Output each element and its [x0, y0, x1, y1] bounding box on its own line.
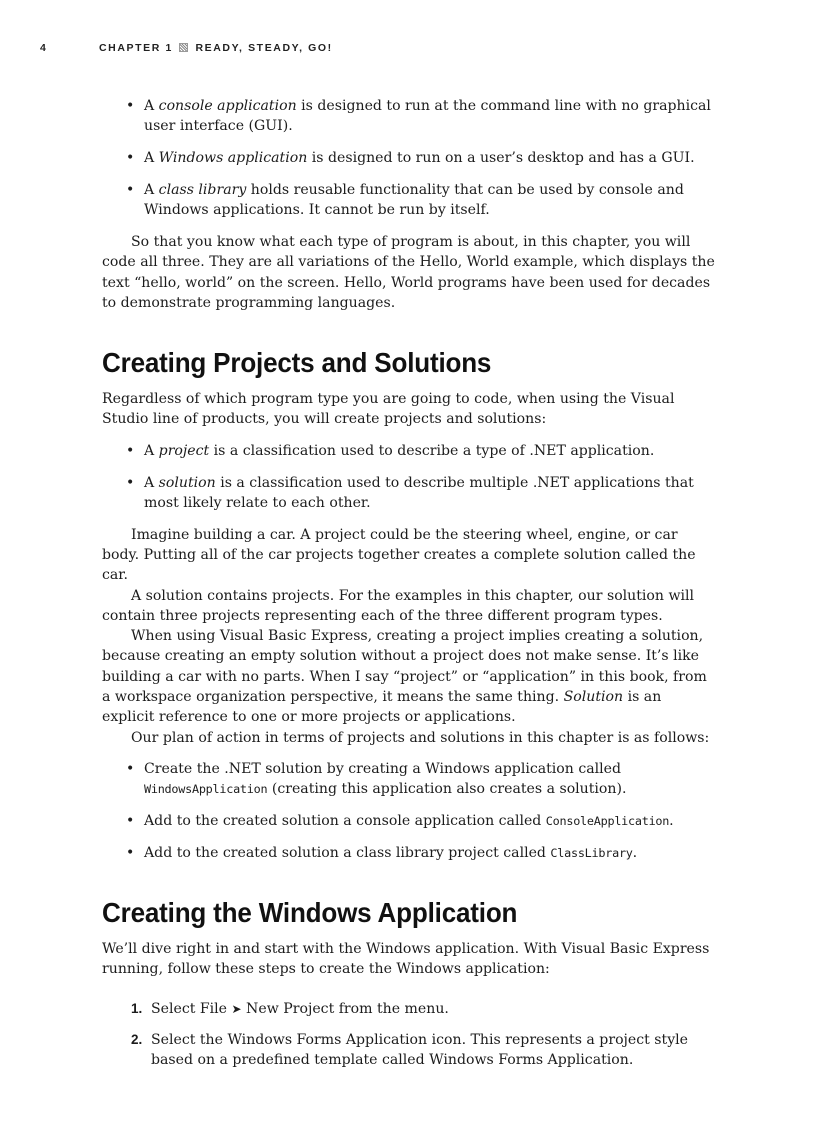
section-heading-windows-app: Creating the Windows Application: [102, 897, 518, 929]
list-item: • A project is a classification used to describe a type of .NET application.: [102, 441, 716, 461]
list-item: • A console application is designed to run at the command line with no graphical user interface (GUI).: [102, 96, 716, 137]
chapter-number: CHAPTER 1: [99, 42, 173, 54]
chapter-title: READY, STEADY, GO!: [195, 42, 333, 54]
term: console application: [158, 98, 297, 114]
list-item: • A Windows application is designed to run on a user’s desktop and has a GUI.: [102, 148, 716, 168]
paragraph: A solution contains projects. For the examples in this chapter, our solution will contain three projects representing each of the three different program types.: [102, 587, 695, 624]
section-heading-projects: Creating Projects and Solutions: [102, 347, 492, 379]
term: Solution: [563, 689, 624, 706]
code-term: ConsoleApplication: [545, 814, 670, 829]
list-item: • A solution is a classification used to describe multiple .NET applications that most likely relate to each other.: [102, 473, 716, 514]
term: class library: [158, 181, 247, 198]
step-item: 2. Select the Windows Forms Application icon. This represents a project style based on a predefined template called Windows Forms Application.: [131, 1032, 689, 1069]
project-solution-list: [102, 441, 716, 513]
chapter-label: [99, 42, 333, 54]
steps-list: [102, 999, 716, 1071]
term: project: [158, 442, 210, 459]
section-lead: Regardless of which program type you are going to code, when using the Visual Studio line of products, you will create projects and solutions:: [102, 391, 675, 428]
step-item: 1. Select File ➤ New Project from the menu.: [102, 999, 716, 1019]
app-types-list: [102, 96, 716, 220]
step-number: 2.: [131, 1032, 143, 1047]
plan-list: [102, 759, 716, 863]
code-term: ClassLibrary: [550, 845, 633, 860]
page-number: 4: [40, 42, 48, 54]
paragraph: When using Visual Basic Express, creating a project implies creating a solution, because creating an empty solution without a project does not make sense. It’s like building a car with no parts. When I say “project” or “application” in this book, from a workspace organization perspective, it means the same thing. Solution is an explicit reference to one or more projects or applications.: [102, 628, 707, 726]
menu-arrow-icon: ➤: [231, 1001, 242, 1016]
term: Windows application: [158, 150, 308, 167]
page-body: [102, 96, 716, 1082]
intro-paragraph: So that you know what each type of program is about, in this chapter, you will code all three. They are all variations of the Hello, World example, which displays the text “hello, world” on the screen. Hello, World programs have been used for decades to demonstrate programming languages.: [102, 233, 715, 311]
list-item: • Create the .NET solution by creating a Windows application called WindowsApplication (creating this application also creates a solution).: [102, 759, 716, 800]
list-item: • Add to the created solution a class library project called ClassLibrary.: [102, 843, 716, 863]
term: solution: [158, 474, 216, 491]
step-number: 1.: [131, 1000, 143, 1016]
separator-box-icon: [179, 43, 188, 52]
running-head: [40, 42, 776, 58]
section-lead: We’ll dive right in and start with the Windows application. With Visual Basic Express running, follow these steps to create the Windows application:: [102, 941, 710, 978]
list-item: • Add to the created solution a console application called ConsoleApplication.: [102, 811, 716, 831]
code-term: WindowsApplication: [144, 782, 268, 797]
list-item: • A class library holds reusable functionality that can be used by console and Windows applications. It cannot be run by itself.: [102, 180, 716, 221]
paragraph: Imagine building a car. A project could be the steering wheel, engine, or car body. Putting all of the car projects together creates a complete solution called the car.: [102, 526, 696, 584]
paragraph: Our plan of action in terms of projects and solutions in this chapter is as follows:: [131, 729, 710, 746]
